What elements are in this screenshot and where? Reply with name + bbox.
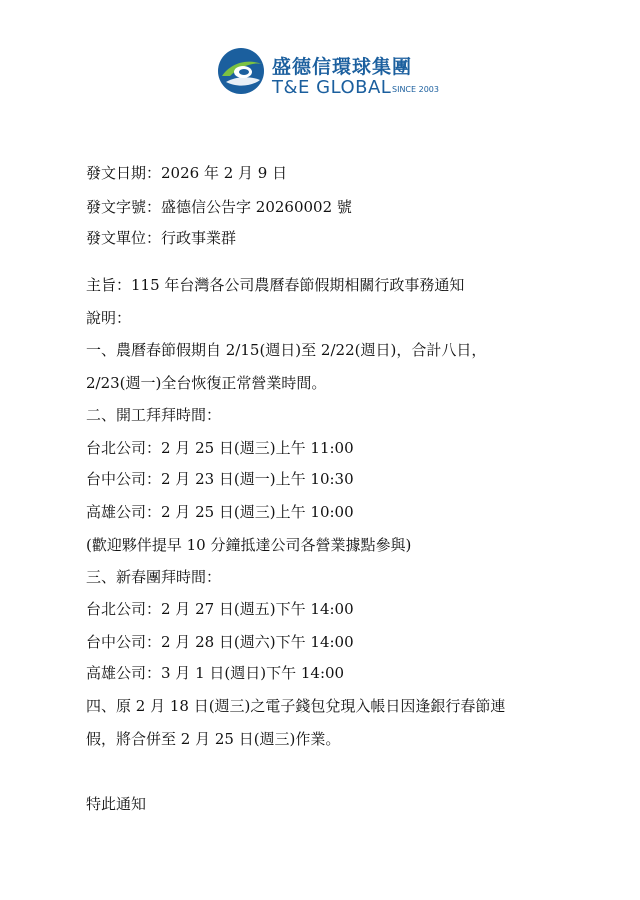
issue-date: 發文日期：2026 年 2 月 9 日 — [86, 164, 288, 182]
company-logo — [216, 44, 446, 108]
logo-chinese-name: 盛德信環球集團 — [272, 56, 413, 78]
item3-taichung: 台中公司：2 月 28 日(週六)下午 14:00 — [86, 633, 354, 651]
item3-taipei: 台北公司：2 月 27 日(週五)下午 14:00 — [86, 600, 354, 618]
item3-kaohsiung: 高雄公司：3 月 1 日(週日)下午 14:00 — [86, 664, 345, 682]
item2-taichung: 台中公司：2 月 23 日(週一)上午 10:30 — [86, 470, 354, 488]
logo-english-name: T&E GLOBAL — [272, 77, 392, 98]
item2-taipei: 台北公司：2 月 25 日(週三)上午 11:00 — [86, 439, 354, 457]
closing-text: 特此通知 — [86, 795, 147, 813]
item4-line1: 四、原 2 月 18 日(週三)之電子錢包兌現入帳日因逢銀行春節連 — [86, 697, 506, 715]
item1-line1: 一、農曆春節假期自 2/15(週日)至 2/22(週日)，合計八日， — [86, 341, 487, 359]
item3-title: 三、新春團拜時間： — [86, 568, 222, 586]
document-number: 發文字號：盛德信公告字 20260002 號 — [86, 198, 352, 216]
globe-logo-icon — [216, 46, 266, 96]
issuing-unit: 發文單位：行政事業群 — [86, 229, 237, 247]
item1-line2: 2/23(週一)全台恢復正常營業時間。 — [86, 374, 327, 392]
item2-note: (歡迎夥伴提早 10 分鐘抵達公司各營業據點參與) — [86, 536, 412, 554]
item2-kaohsiung: 高雄公司：2 月 25 日(週三)上午 10:00 — [86, 503, 354, 521]
subject: 主旨：115 年台灣各公司農曆春節假期相關行政事務通知 — [86, 276, 465, 294]
item4-line2: 假，將合併至 2 月 25 日(週三)作業。 — [86, 730, 341, 748]
explanation-label: 說明： — [86, 309, 132, 327]
logo-since: SINCE 2003 — [392, 85, 439, 94]
item2-title: 二、開工拜拜時間： — [86, 406, 222, 424]
